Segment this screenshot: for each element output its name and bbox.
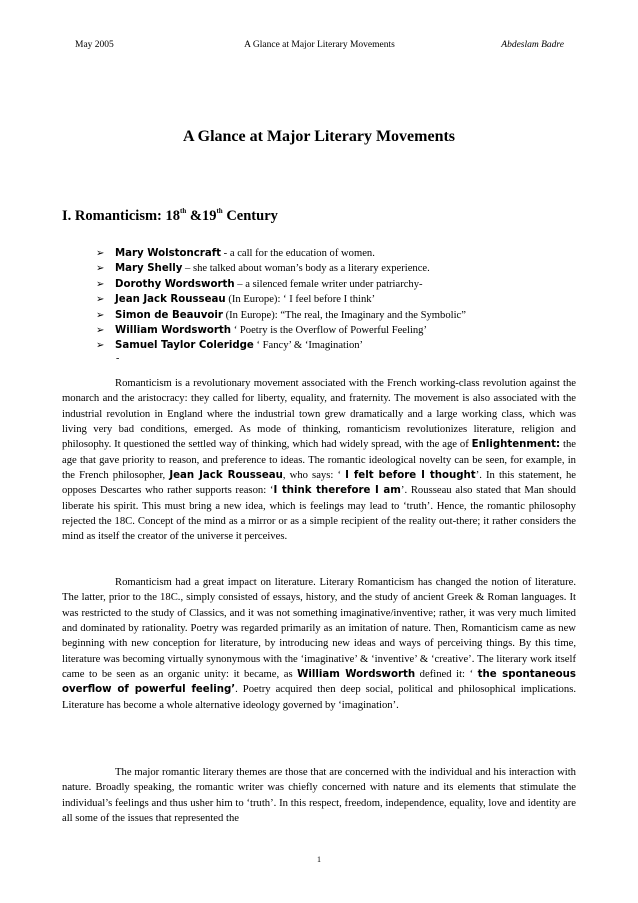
author-name: William Wordsworth: [115, 324, 232, 336]
highlight-wordsworth: William Wordsworth: [297, 669, 416, 681]
arrow-bullet-icon: ➢: [96, 294, 105, 306]
section-heading-sup1: th: [180, 207, 187, 215]
highlight-enlightenment: Enlightenment:: [471, 439, 561, 451]
section-heading-sup2: th: [216, 207, 223, 215]
arrow-bullet-icon: ➢: [96, 340, 105, 352]
page-number: 1: [317, 855, 321, 864]
section-heading-middle: &19: [186, 208, 217, 224]
paragraph-2-text: [62, 575, 576, 713]
text-run: the age that gave priority to reason, and preference to ideas. The romantic ideological novelty can be seen, for example, in the French philosopher,: [62, 439, 576, 482]
text-run: ’. Rousseau also stated that Man should liberate his spirit. This must bring a new idea, which is feelings may lead to ‘truth’. Hence, the romantic philosophy rejected the 18C. Concept of the mind as a mirror or as a simple recipient of the reality out-there; it rather considers the mind as itself the creator of the universe it perceives.: [62, 485, 577, 543]
author-note: – she talked about woman’s body as a literary experience.: [182, 263, 430, 275]
arrow-bullet-icon: ➢: [96, 278, 105, 290]
arrow-bullet-icon: ➢: [96, 309, 105, 321]
highlight-quote-felt: I felt before I thought: [345, 470, 476, 482]
text-run: Romanticism is a revolutionary movement associated with the French working-class revolution against the monarch and the aristocracy: they called for liberty, equality, and fraternity. The movement is also associated with the industrial revolution in England where the industrial town grew dramatically and a large working class, which was living very bad conditions, emerged. As mode of thinking, romanticism revolutionizes literature, religion and philosophy. It questioned the settled way of thinking, which had widely spread, with the age of: [62, 378, 576, 451]
author-name: Mary Wolstoncraft: [115, 248, 222, 259]
author-note: – a silenced female writer under patriarchy-: [234, 278, 423, 290]
text-run: ’. In this statement, he opposes Descartes who rather supports reason: ‘: [62, 470, 577, 497]
text-run: Romanticism had a great impact on literature. Literary Romanticism has changed the notion of literature. The latter, prior to the 18C., simply consisted of essays, history, and the study of ancient Greek & Roman languages. It was restricted to the study of Classics, and it was not something imaginative/inventive; rather, it was very much limited and dominated by rationality. Poetry was regarded primarily as an imitation of nature. Then, Romanticism came as new beginning with new conception for literature, by introducing new ideas and ways of perceiving things. By this time, literature was becoming virtually synonymous with the ‘imaginative’ & ‘inventive’ & ‘creative’. The literary work itself came to be seen as an organic unity: it became, as: [62, 577, 576, 681]
arrow-bullet-icon: ➢: [96, 324, 105, 336]
author-name: Samuel Taylor Coleridge: [115, 340, 254, 352]
paragraph-2: [62, 575, 576, 713]
author-name: Dorothy Wordsworth: [115, 278, 235, 290]
list-item: [96, 277, 466, 292]
list-item: [96, 338, 466, 353]
paragraph-3: [62, 765, 576, 826]
page-header: [75, 40, 564, 54]
author-note: ‘ Poetry is the Overflow of Powerful Feeling’: [231, 324, 428, 336]
arrow-bullet-icon: ➢: [96, 248, 105, 259]
paragraph-1-text: [62, 376, 576, 545]
section-heading: [62, 207, 278, 225]
arrow-bullet-icon: ➢: [96, 263, 105, 275]
paragraph-3-text: The major romantic literary themes are those that are concerned with the individual and his interaction with nature. Broadly speaking, the romantic writer was chiefly concerned with nature and its elements that stimulate the individual’s feelings and thus usher him to ‘truth’. In this respect, freedom, independence, equality, love and identity are all some of the issues that represented the: [62, 767, 576, 825]
list-item: [96, 323, 466, 338]
section-heading-prefix: I. Romanticism: 18: [62, 208, 181, 224]
list-dash: -: [116, 353, 120, 364]
highlight-quote-think: I think therefore I am: [273, 485, 401, 497]
header-title: A Glance at Major Literary Movements: [244, 40, 395, 50]
author-name: Simon de Beauvoir: [115, 309, 223, 321]
list-item: [96, 308, 466, 323]
header-author: Abdeslam Badre: [501, 40, 564, 50]
list-item: [96, 246, 466, 261]
paragraph-1: [62, 376, 576, 545]
list-item: [96, 261, 466, 276]
author-list: [96, 246, 466, 354]
section-heading-suffix: Century: [222, 208, 278, 224]
highlight-quote-overflow: the spontaneous overflow of powerful feeling’: [62, 669, 576, 696]
author-name: Jean Jack Rousseau: [115, 294, 226, 306]
author-note: - a call for the education of women.: [221, 248, 375, 259]
document-title: A Glance at Major Literary Movements: [182, 128, 456, 145]
highlight-rousseau: Jean Jack Rousseau: [169, 470, 283, 482]
author-note: (In Europe): “The real, the Imaginary and the Symbolic”: [222, 309, 466, 321]
header-date: May 2005: [75, 40, 114, 50]
text-run: defined it: ‘: [415, 669, 478, 681]
author-note: (In Europe): ‘ I feel before I think’: [225, 294, 376, 306]
author-name: Mary Shelly: [115, 263, 183, 275]
text-run: . Poetry acquired then deep social, political and philosophical implications. Literature has become a whole alternative ideology governed by ‘imagination’.: [62, 684, 576, 711]
text-run: , who says: ‘: [282, 470, 346, 482]
list-item: [96, 292, 466, 307]
author-note: ‘ Fancy’ & ‘Imagination’: [253, 340, 364, 352]
